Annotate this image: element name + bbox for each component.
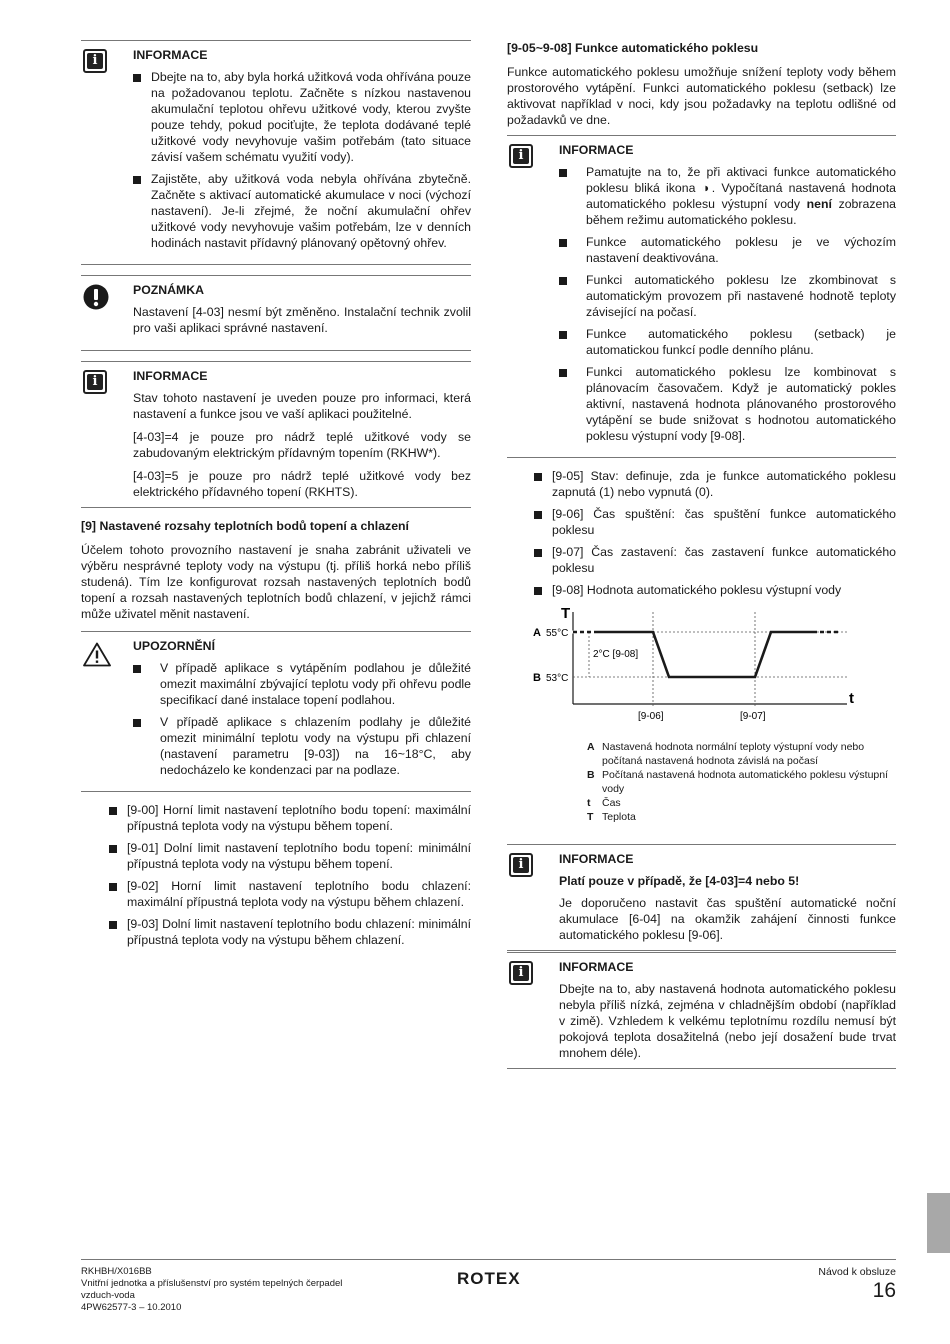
footer-model: RKHBH/X016BB [81, 1266, 152, 1277]
level-label-b-value: 53°C [546, 673, 569, 684]
info-box-subtitle: Platí pouze v případě, že [4-03]=4 nebo 5! [559, 874, 800, 888]
legend-text: Čas [602, 797, 621, 809]
list-item: Funkci automatického poklesu lze kombinovat s plánovacím časovačem. Když je automatický pokles aktivní, nastavená hodnota plánovaného prostorového vytápění se bude snižovat s hodnotou automatického poklesu výstupní vody [9-08]. [559, 364, 896, 444]
x-marker-9-06: [9-06] [638, 711, 664, 722]
chart-legend [587, 740, 896, 824]
warning-icon [83, 642, 111, 671]
info-box-title: INFORMACE [133, 369, 208, 383]
info-box-title: INFORMACE [133, 48, 208, 62]
left-column [81, 40, 471, 954]
info-box-4-03-note [507, 844, 896, 951]
footer-desc: vzduch-voda [81, 1290, 135, 1301]
legend-key: B [587, 769, 595, 781]
legend-key: T [587, 811, 594, 823]
warning-list [133, 660, 471, 778]
list-item: V případě aplikace s vytápěním podlahou je důležité omezit maximální zbývající teplotu vody při ohřevu podle specifikací dané instalace topení podlahou. [133, 660, 471, 708]
info-paragraph: Stav tohoto nastavení je uveden pouze pro informaci, která nastavení a funkce jsou ve vaší aplikaci použitelné. [133, 391, 471, 421]
legend-row [587, 740, 896, 768]
section-9-heading: [9] Nastavené rozsahy teplotních bodů topení a chlazení [81, 519, 409, 533]
list-item: [9-00] Horní limit nastavení teplotního bodu topení: maximální přípustná teplota vody na výstupu během topení. [109, 802, 471, 834]
list-item: Funkce automatického poklesu (setback) je automatickou funkcí podle denního plánu. [559, 326, 896, 358]
list-item: [9-03] Dolní limit nastavení teplotního bodu chlazení: minimální přípustná teplota vody na výstupu během chlazení. [109, 916, 471, 948]
list-text: Pamatujte na to, že při aktivaci funkce automatického poklesu bliká ikona [586, 165, 896, 195]
info-box-title: INFORMACE [559, 143, 634, 157]
y-axis-label: T [561, 608, 571, 622]
x-marker-9-07: [9-07] [740, 711, 766, 722]
setback-display-icon: ◑ [701, 181, 712, 195]
info-box-hot-water [81, 40, 471, 265]
page-number: 16 [872, 1279, 896, 1302]
level-label-a-value: 55°C [546, 628, 569, 639]
section-9-text: Účelem tohoto provozního nastavení je snaha zabránit uživateli ve výběru nesprávné teploty vody na výstupu (tj. příliš horká nebo příliš studená). Tím lze konfigurovat rozsah nastavených teplotních bodů topení a rozsah nastavených teplotních bodů chlazení, v jejichž rámci může uživatel měnit nastavení. [81, 543, 471, 621]
list-text-bold: není [806, 197, 832, 211]
info-icon: i [509, 853, 533, 877]
page-footer [81, 1259, 896, 1313]
legend-text: Počítaná nastavená hodnota automatického poklesu výstupní vody [602, 769, 889, 795]
footer-page-info [818, 1266, 896, 1303]
list-item: [9-02] Horní limit nastavení teplotního bodu chlazení: maximální přípustná teplota vody na výstupu během chlazení. [109, 878, 471, 910]
note-title: POZNÁMKA [133, 283, 205, 297]
info-list [559, 164, 896, 444]
rotex-logo: ROTEX [457, 1269, 521, 1288]
setback-params [534, 468, 896, 598]
note-box [81, 275, 471, 351]
info-icon: i [509, 961, 533, 985]
drop-label: 2°C [9-08] [593, 649, 639, 660]
info-box-setback-low [507, 952, 896, 1069]
legend-row [587, 796, 896, 810]
list-item: Zajistěte, aby užitková voda nebyla ohřívána zbytečně. Začněte s aktivací automatické akumulace v noci (výchozí nastavení). Je-li zřejmé, že noční akumulační ohřev užitkové vody nevyhovuje vašim potřebám, lze v denních hodinách nastavit přídavný plánovaný opětovný ohřev. [133, 171, 471, 251]
exclamation-icon [83, 284, 109, 314]
list-item: V případě aplikace s chlazením podlahy je důležité omezit minimální teplotu vody na výstupu při chlazení (nastavení parametru [9-03]) na 16~18°C, aby nedocházelo ke kondenzaci par na podlaze. [133, 714, 471, 778]
info-box-setback [507, 135, 896, 458]
list-item: [9-01] Dolní limit nastavení teplotního bodu topení: minimální přípustná teplota vody na výstupu během topení. [109, 840, 471, 872]
footer-info [81, 1266, 342, 1314]
x-axis-label: t [849, 690, 854, 707]
footer-desc: Vnitřní jednotka a příslušenství pro systém tepelných čerpadel [81, 1278, 343, 1289]
info-paragraph: [4-03]=5 je pouze pro nádrž teplé užitkové vody bez elektrického přídavného topení (RKHTS). [133, 469, 471, 499]
warning-title: UPOZORNĚNÍ [133, 639, 215, 653]
setback-chart [533, 608, 873, 738]
list-text: . Vypočítaná nastavená hodnota automatického poklesu výstupní vody [586, 181, 896, 211]
level-label-a-key: A [533, 627, 541, 639]
info-box-title: INFORMACE [559, 960, 634, 974]
chapter-tab [927, 1193, 950, 1253]
info-box-4-03 [81, 361, 471, 508]
level-label-b-key: B [533, 672, 541, 684]
legend-text: Teplota [602, 811, 636, 823]
legend-key: t [587, 797, 591, 809]
info-box-title: INFORMACE [559, 852, 634, 866]
info-paragraph: [4-03]=4 je pouze pro nádrž teplé užitkové vody se zabudovaným elektrickým přídavným topením (RKHW*). [133, 430, 471, 460]
list-item: Dbejte na to, aby byla horká užitková voda ohřívána pouze na požadovanou teplotu. Začněte s nízkou nastavenou akumulační teplotou ohřevu užitkové vody, kterou zvyšte pouze tehdy, pokud pociťujte, že teplota dodávané teplé užitkové vody nevyhovuje vašim potřebám (tato situace závisí vašem schématu využití vody). [133, 69, 471, 165]
legend-key: A [587, 741, 595, 753]
list-item: Funkce automatického poklesu je ve výchozím nastavení deaktivována. [559, 234, 896, 266]
chart-svg [533, 608, 873, 738]
footer-doc-code: 4PW62577-3 – 10.2010 [81, 1302, 182, 1313]
info-icon: i [509, 144, 533, 168]
info-paragraph: Dbejte na to, aby nastavená hodnota automatického poklesu nebyla příliš nízká, zejména v chladnějším období (například v zimě). Vzhledem k velkému teplotnímu rozdílu nemusí být pokojová teplota dosažitelná (nebo její dosažení bude trvat mnohem déle). [559, 982, 896, 1060]
info-icon: i [83, 49, 107, 73]
list-item: [9-05] Stav: definuje, zda je funkce automatického poklesu zapnutá (1) nebo vypnutá (0). [534, 468, 896, 500]
legend-row [587, 810, 896, 824]
list-item: Funkci automatického poklesu lze zkombinovat s automatickým provozem při nastavené hodnotě teploty závisející na počasí. [559, 272, 896, 320]
info-list [133, 69, 471, 251]
legend-text: Nastavená hodnota normální teploty výstupní vody nebo počítaná nastavená hodnota závislá na počasí [602, 741, 865, 767]
setback-intro: Funkce automatického poklesu umožňuje snížení teploty vody během prostorového vytápění. Funkci automatického poklesu (setback) lze aktivovat například v noci, kdy jsou požadavky na teplotu odlišné od požadavků ve dne. [507, 65, 896, 127]
list-item: [9-08] Hodnota automatického poklesu výstupní vody [534, 582, 896, 598]
list-item [559, 164, 896, 228]
footer-manual: Návod k obsluze [818, 1266, 896, 1278]
warning-box [81, 631, 471, 792]
info-paragraph: Je doporučeno nastavit čas spuštění automatické noční akumulace [6-04] na okamžik zahájení činnosti funkce automatického poklesu [9-06]. [559, 896, 896, 942]
list-item: [9-07] Čas zastavení: čas zastavení funkce automatického poklesu [534, 544, 896, 576]
legend-row [587, 768, 896, 796]
info-icon: i [83, 370, 107, 394]
note-text: Nastavení [4-03] nesmí být změněno. Instalační technik zvolil pro vaši aplikaci správné nastavení. [133, 305, 471, 335]
list-item: [9-06] Čas spuštění: čas spuštění funkce automatického poklesu [534, 506, 896, 538]
section-9-params [109, 802, 471, 948]
list-text: zobrazena během režimu automatického poklesu. [586, 197, 896, 227]
setback-heading: [9-05~9-08] Funkce automatického poklesu [507, 41, 759, 55]
right-column [507, 40, 896, 1079]
